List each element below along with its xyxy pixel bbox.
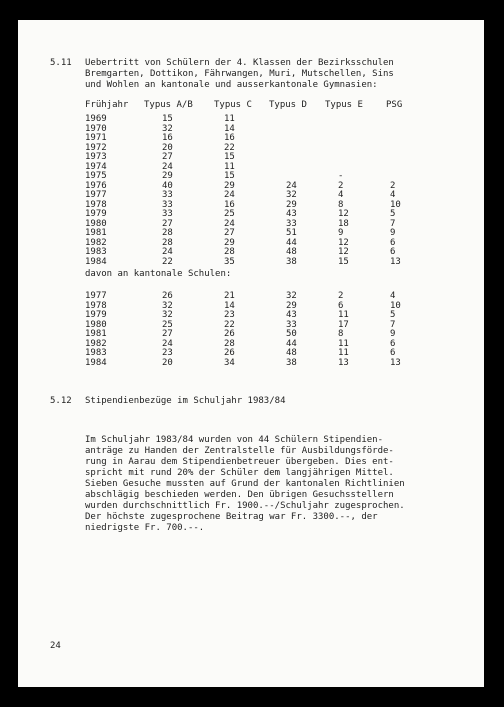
column-header: Typus D bbox=[269, 100, 307, 110]
table-cell: 9 bbox=[390, 228, 396, 238]
table-cell: 21 bbox=[224, 291, 235, 301]
table-cell: 9 bbox=[390, 329, 396, 339]
table-year-cell: 1984 bbox=[85, 256, 107, 267]
table-cell: 4 bbox=[390, 291, 396, 301]
table-cell: 14 bbox=[224, 300, 235, 311]
table-cell: 11 bbox=[338, 348, 349, 358]
table-year-cell: 1980 bbox=[85, 218, 107, 229]
table-cell: 15 bbox=[338, 256, 349, 267]
table-cell: 15 bbox=[224, 152, 235, 162]
table-year-cell: 1977 bbox=[85, 291, 107, 301]
table-cell: 5 bbox=[390, 209, 396, 219]
table-year-cell: 1983 bbox=[85, 348, 107, 358]
table-cell: 11 bbox=[338, 310, 349, 320]
table-cell: 50 bbox=[286, 329, 297, 339]
table-cell: 2 bbox=[338, 180, 344, 191]
table-cell: 18 bbox=[338, 218, 349, 229]
table-year-cell: 1974 bbox=[85, 161, 107, 172]
table-cell: 6 bbox=[390, 348, 396, 358]
table-cell: 34 bbox=[224, 357, 235, 368]
table-cell: 29 bbox=[286, 300, 297, 311]
intro-line: Uebertritt von Schülern der 4. Klassen der Bezirksschulen bbox=[85, 58, 394, 68]
table-cell: 12 bbox=[338, 247, 349, 257]
table-cell: 8 bbox=[338, 199, 344, 210]
table-cell: 28 bbox=[224, 338, 235, 349]
table-year-cell: 1976 bbox=[85, 180, 107, 191]
table-cell: 32 bbox=[162, 123, 173, 134]
table-cell: 27 bbox=[162, 152, 173, 162]
table-cell: 44 bbox=[286, 338, 297, 349]
table-cell: 24 bbox=[286, 180, 297, 191]
table-cell: 48 bbox=[286, 247, 297, 257]
document-page bbox=[18, 20, 484, 687]
table-cell: 22 bbox=[224, 142, 235, 153]
table-year-cell: 1969 bbox=[85, 114, 107, 124]
table-cell: 27 bbox=[162, 329, 173, 339]
table-year-cell: 1979 bbox=[85, 310, 107, 320]
table-cell: 26 bbox=[162, 291, 173, 301]
table-cell: 20 bbox=[162, 357, 173, 368]
table-year-cell: 1979 bbox=[85, 209, 107, 219]
table-cell: 11 bbox=[224, 114, 235, 124]
table-cell: 33 bbox=[286, 218, 297, 229]
table-cell: 20 bbox=[162, 142, 173, 153]
table-cell: 7 bbox=[390, 319, 396, 330]
table-cell: 43 bbox=[286, 209, 297, 219]
column-header: Typus A/B bbox=[144, 100, 193, 110]
table-cell: 12 bbox=[338, 209, 349, 219]
table-cell: 23 bbox=[162, 348, 173, 358]
paragraph-line: rung in Aarau dem Stipendienbetreuer übergeben. Dies ent- bbox=[85, 457, 394, 467]
table-year-cell: 1971 bbox=[85, 133, 107, 143]
table-cell: 13 bbox=[390, 256, 401, 267]
table-cell: 28 bbox=[162, 228, 173, 238]
table-cell: 8 bbox=[338, 329, 344, 339]
table-cell: 44 bbox=[286, 237, 297, 248]
table-cell: 15 bbox=[162, 114, 173, 124]
table-cell: 6 bbox=[390, 247, 396, 257]
table-cell: 28 bbox=[162, 237, 173, 248]
table-cell: 32 bbox=[162, 310, 173, 320]
table-year-cell: 1978 bbox=[85, 199, 107, 210]
paragraph-line: abschlägig beschieden werden. Den übrigen Gesuchsstellern bbox=[85, 490, 394, 500]
table-cell: - bbox=[338, 171, 344, 181]
table-cell: 15 bbox=[224, 171, 235, 181]
table-cell: 32 bbox=[286, 190, 297, 200]
paragraph bbox=[85, 435, 405, 534]
table-cell: 26 bbox=[224, 348, 235, 358]
table-cell: 38 bbox=[286, 357, 297, 368]
table-cell: 29 bbox=[286, 199, 297, 210]
table-cell: 32 bbox=[286, 291, 297, 301]
paragraph-line: niedrigste Fr. 700.--. bbox=[85, 523, 205, 533]
paragraph-line: spricht mit rund 20% der Schüler dem langjährigen Mittel. bbox=[85, 468, 394, 478]
column-header: PSG bbox=[386, 100, 403, 110]
intro-line: und Wohlen an kantonale und ausserkantonale Gymnasien: bbox=[85, 80, 378, 90]
table-year-cell: 1975 bbox=[85, 171, 107, 181]
table-cell: 6 bbox=[390, 237, 396, 248]
intro-line: Bremgarten, Dottikon, Fährwangen, Muri, Mutschellen, Sins bbox=[85, 69, 394, 79]
section-number: 5.12 bbox=[50, 396, 72, 406]
table-cell: 29 bbox=[162, 171, 173, 181]
table-cell: 13 bbox=[338, 357, 349, 368]
table-cell: 24 bbox=[224, 218, 235, 229]
page-number: 24 bbox=[50, 641, 61, 651]
table-cell: 33 bbox=[286, 319, 297, 330]
table-cell: 33 bbox=[162, 209, 173, 219]
table-cell: 4 bbox=[338, 190, 344, 200]
table-cell: 10 bbox=[390, 199, 401, 210]
table-cell: 29 bbox=[224, 180, 235, 191]
table-cell: 16 bbox=[224, 133, 235, 143]
table-year-cell: 1983 bbox=[85, 247, 107, 257]
table-year-cell: 1981 bbox=[85, 329, 107, 339]
table-cell: 25 bbox=[162, 319, 173, 330]
table-cell: 17 bbox=[338, 319, 349, 330]
table-cell: 24 bbox=[162, 338, 173, 349]
table-year-cell: 1980 bbox=[85, 319, 107, 330]
table-cell: 24 bbox=[224, 190, 235, 200]
column-header: Typus E bbox=[325, 100, 363, 110]
table-cell: 14 bbox=[224, 123, 235, 134]
table-cell: 32 bbox=[162, 300, 173, 311]
table-cell: 38 bbox=[286, 256, 297, 267]
table-cell: 11 bbox=[338, 338, 349, 349]
table-year-cell: 1982 bbox=[85, 338, 107, 349]
table-cell: 9 bbox=[338, 228, 344, 238]
table-cell: 7 bbox=[390, 218, 396, 229]
table-year-cell: 1972 bbox=[85, 142, 107, 153]
table-cell: 28 bbox=[224, 247, 235, 257]
table-cell: 16 bbox=[162, 133, 173, 143]
section-intro bbox=[85, 58, 394, 91]
table-cell: 13 bbox=[390, 357, 401, 368]
table-cell: 24 bbox=[162, 161, 173, 172]
table-cell: 23 bbox=[224, 310, 235, 320]
table-cell: 2 bbox=[338, 291, 344, 301]
table-cell: 26 bbox=[224, 329, 235, 339]
column-header: Frühjahr bbox=[85, 100, 129, 110]
paragraph-line: wurden durchschnittlich Fr. 1900.--/Schuljahr zugesprochen. bbox=[85, 501, 405, 511]
table-cell: 43 bbox=[286, 310, 297, 320]
table-cell: 33 bbox=[162, 190, 173, 200]
table-cell: 24 bbox=[162, 247, 173, 257]
table-cell: 40 bbox=[162, 180, 173, 191]
table-year-cell: 1977 bbox=[85, 190, 107, 200]
table-cell: 10 bbox=[390, 300, 401, 311]
table-cell: 6 bbox=[390, 338, 396, 349]
table-year-cell: 1984 bbox=[85, 357, 107, 368]
table-year-cell: 1970 bbox=[85, 123, 107, 134]
table-cell: 11 bbox=[224, 161, 235, 172]
table-year-cell: 1981 bbox=[85, 228, 107, 238]
table-cell: 16 bbox=[224, 199, 235, 210]
paragraph-line: Im Schuljahr 1983/84 wurden von 44 Schülern Stipendien- bbox=[85, 435, 384, 445]
section-number: 5.11 bbox=[50, 58, 72, 68]
paragraph-line: anträge zu Handen der Zentralstelle für Ausbildungsförde- bbox=[85, 446, 394, 456]
table-cell: 6 bbox=[338, 300, 344, 311]
section-title: Stipendienbezüge im Schuljahr 1983/84 bbox=[85, 396, 286, 406]
table-cell: 48 bbox=[286, 348, 297, 358]
table-year-cell: 1973 bbox=[85, 152, 107, 162]
column-header: Typus C bbox=[214, 100, 252, 110]
table-cell: 25 bbox=[224, 209, 235, 219]
paragraph-line: Sieben Gesuche mussten auf Grund der kantonalen Richtlinien bbox=[85, 479, 405, 489]
table-cell: 22 bbox=[162, 256, 173, 267]
table-cell: 51 bbox=[286, 228, 297, 238]
table-subheading: davon an kantonale Schulen: bbox=[85, 269, 232, 279]
table-cell: 27 bbox=[224, 228, 235, 238]
table-cell: 12 bbox=[338, 237, 349, 248]
paragraph-line: Der höchste zugesprochene Beitrag war Fr. 3300.--, der bbox=[85, 512, 378, 522]
table-cell: 4 bbox=[390, 190, 396, 200]
table-cell: 2 bbox=[390, 180, 396, 191]
table-cell: 27 bbox=[162, 218, 173, 229]
table-cell: 22 bbox=[224, 319, 235, 330]
table-year-cell: 1982 bbox=[85, 237, 107, 248]
table-cell: 33 bbox=[162, 199, 173, 210]
table-year-cell: 1978 bbox=[85, 300, 107, 311]
table-cell: 29 bbox=[224, 237, 235, 248]
table-cell: 5 bbox=[390, 310, 396, 320]
table-cell: 35 bbox=[224, 256, 235, 267]
